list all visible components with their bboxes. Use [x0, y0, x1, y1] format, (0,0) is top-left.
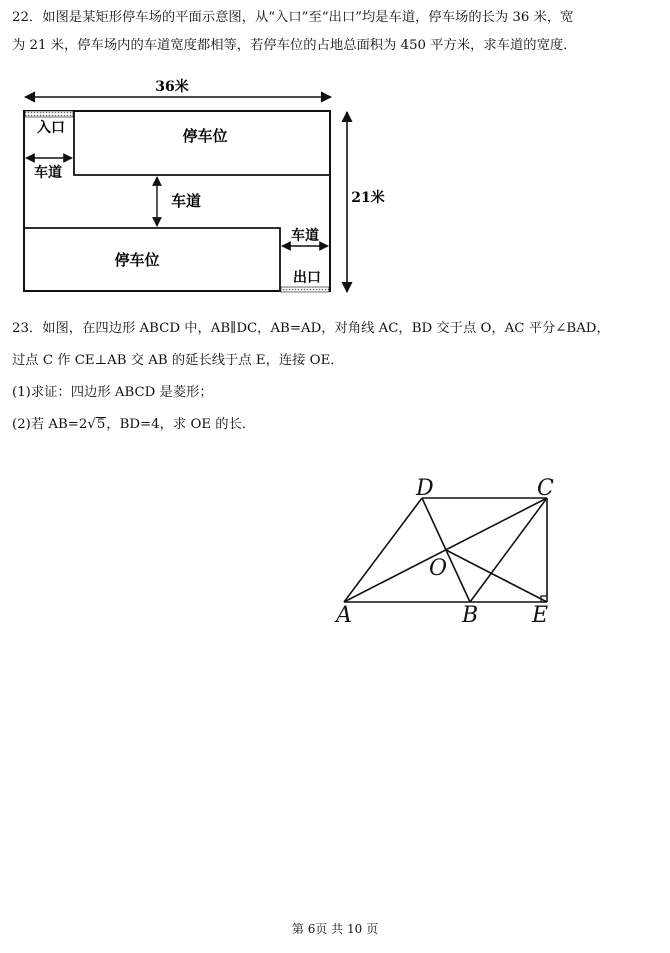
q23-text-line1: 23．如图，在四边形 ABCD 中，AB∥DC，AB=AD，对角线 AC，BD 交于点 O，AC 平分∠BAD，	[12, 321, 610, 336]
segment-oe	[446, 550, 547, 602]
length-label: 36米	[155, 79, 189, 95]
sqrt-sign: √	[87, 417, 96, 432]
q23-text-line2: 过点 C 作 CE⊥AB 交 AB 的延长线于点 E，连接 OE．	[12, 353, 344, 368]
label-b: B	[462, 603, 479, 628]
q23-part2-coef: 2	[78, 417, 88, 432]
entrance-label: 入口	[37, 120, 65, 136]
label-a: A	[336, 603, 352, 628]
segment-ad	[344, 498, 422, 602]
q22-text-line2: 为 21 米，停车场内的车道宽度都相等，若停车位的占地总面积为 450 平方米，求车道的宽度．	[12, 38, 577, 53]
q23-part2-suffix: ，BD=4，求 OE 的长．	[106, 417, 256, 432]
lane-middle-label: 车道	[170, 192, 202, 210]
lane-right-label: 车道	[291, 228, 319, 244]
parking-bottom-label: 停车位	[114, 251, 160, 269]
label-o: O	[429, 556, 448, 581]
q23-part1: (1)求证：四边形 ABCD 是菱形；	[12, 385, 213, 400]
q23-part2-prefix: (2)若 AB=	[12, 417, 79, 432]
q23-part2-radicand: 5	[96, 417, 106, 432]
page-footer: 第 6页 共 10 页	[291, 922, 379, 936]
label-d: D	[416, 476, 434, 501]
lane-left-label: 车道	[34, 165, 62, 181]
label-c: C	[537, 476, 554, 501]
q22-text-line1: 22．如图是某矩形停车场的平面示意图，从“入口”至“出口”均是车道，停车场的长为 36 米，宽	[12, 10, 574, 25]
width-label: 21米	[351, 190, 385, 206]
exit-label: 出口	[293, 270, 321, 286]
segment-bc	[470, 498, 547, 602]
parking-top-label: 停车位	[182, 127, 228, 145]
label-e: E	[532, 603, 549, 628]
